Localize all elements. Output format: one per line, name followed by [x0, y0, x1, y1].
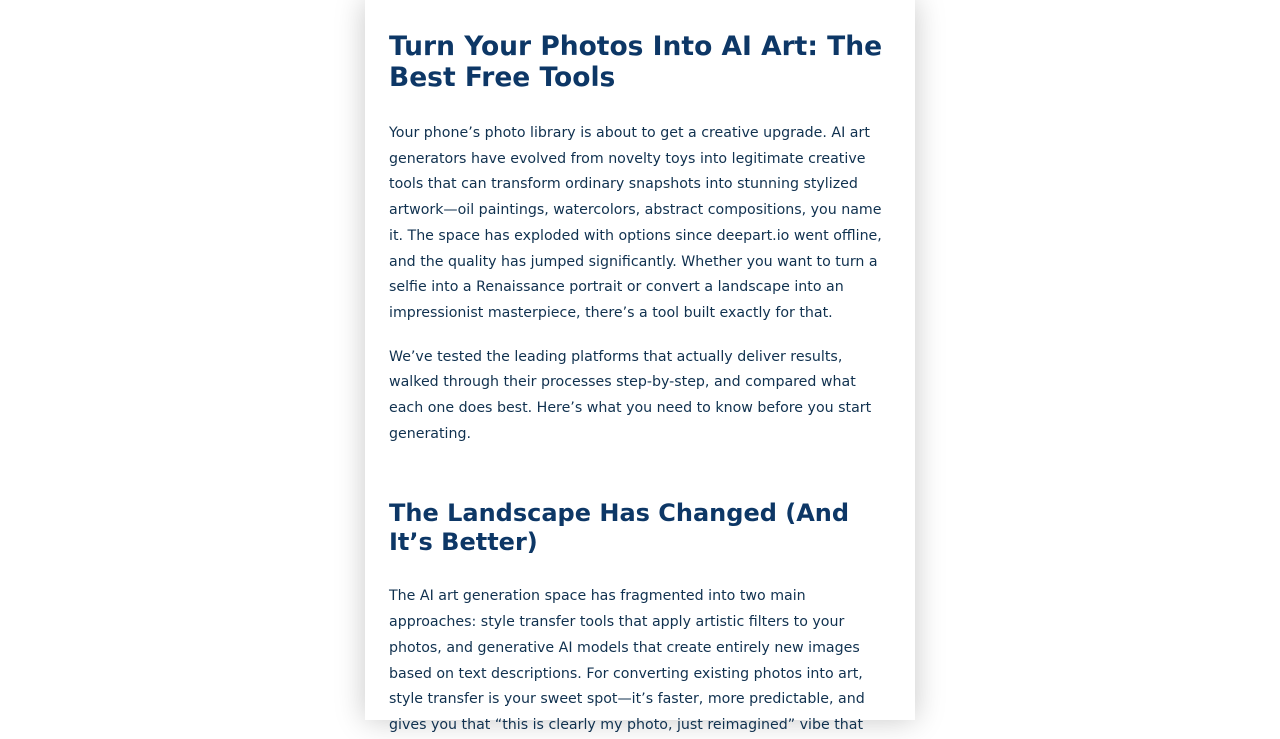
intro-paragraph: Your phone’s photo library is about to get a creative upgrade. AI art generators have evolved from novelty toys into legitimate creative tools that can transform ordinary snapshots into stunning stylized artwork—oil paintings, watercolors, abstract compositions, you name it. The space has exploded with options since deepart.io went offline, and the quality has jumped significantly. Whether you want to turn a selfie into a Renaissance portrait or convert a landscape into an impressionist masterpiece, there’s a tool built exactly for that. — [389, 125, 882, 321]
section-heading: The Landscape Has Changed (And It’s Better) — [389, 499, 850, 557]
intro-paragraph: We’ve tested the leading platforms that actually deliver results, walked through their processes step-by-step, and compared what each one does best. Here’s what you need to know before you start generating. — [389, 348, 872, 442]
article-title: Turn Your Photos Into AI Art: The Best Free Tools — [389, 31, 883, 93]
section-paragraph: The AI art generation space has fragmented into two main approaches: style transfer tools that apply artistic filters to your photos, and generative AI models that create entirely new images based on text descriptions. For converting existing photos into art, style transfer is your sweet spot—it’s faster, more predictable, and gives you that “this is clearly my photo, just reimagined” vibe that — [389, 588, 865, 733]
article-content — [365, 0, 915, 739]
article-page — [365, 0, 915, 733]
